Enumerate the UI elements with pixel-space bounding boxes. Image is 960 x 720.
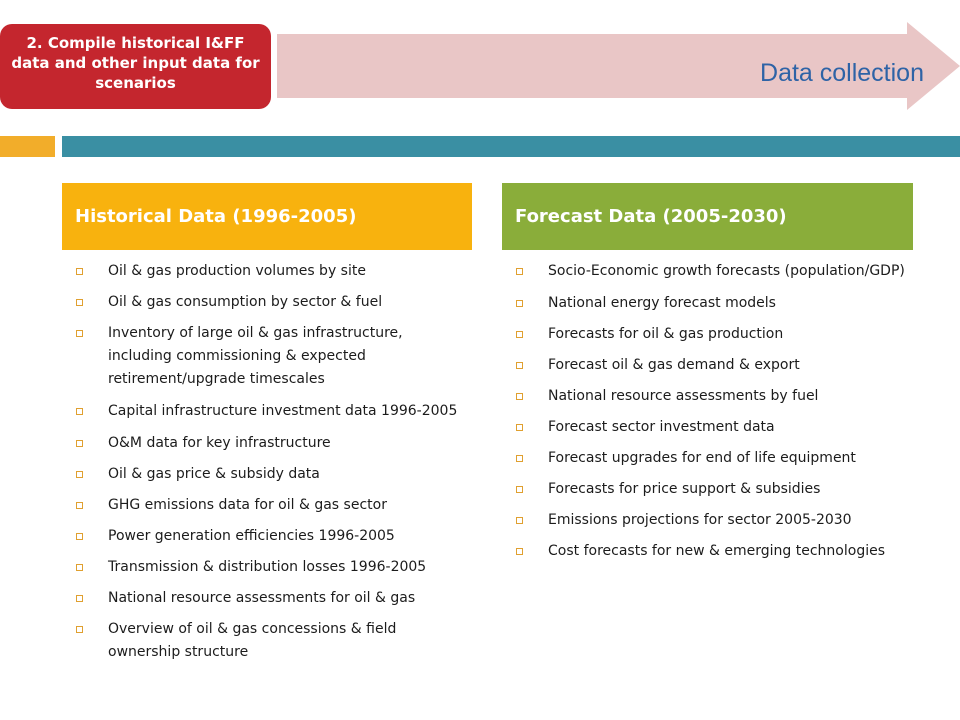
list-item: Forecast oil & gas demand & export [512, 354, 922, 377]
step-label-box [0, 24, 271, 109]
divider-bar-left [0, 136, 55, 157]
list-item: GHG emissions data for oil & gas sector [72, 494, 462, 517]
list-item: National resource assessments by fuel [512, 385, 922, 408]
list-item: Forecasts for oil & gas production [512, 323, 922, 346]
list-item: Oil & gas price & subsidy data [72, 463, 462, 486]
square-bullet-icon [76, 595, 83, 602]
square-bullet-icon [76, 408, 83, 415]
square-bullet-icon [76, 440, 83, 447]
square-bullet-icon [516, 393, 523, 400]
forecast-header: Forecast Data (2005-2030) [502, 183, 913, 250]
square-bullet-icon [516, 331, 523, 338]
list-item: Forecast sector investment data [512, 416, 922, 439]
square-bullet-icon [76, 299, 83, 306]
square-bullet-icon [76, 502, 83, 509]
list-item: Oil & gas production volumes by site [72, 260, 462, 283]
square-bullet-icon [516, 268, 523, 275]
divider-bar-right [62, 136, 960, 157]
square-bullet-icon [516, 486, 523, 493]
list-item: Inventory of large oil & gas infrastructure, including commissioning & expected retirement/upgrade timescales [72, 322, 462, 391]
square-bullet-icon [516, 455, 523, 462]
list-item: Emissions projections for sector 2005-2030 [512, 509, 922, 532]
historical-header: Historical Data (1996-2005) [62, 183, 472, 250]
square-bullet-icon [516, 424, 523, 431]
historical-list [72, 260, 462, 664]
forecast-list [512, 260, 922, 563]
list-item: Power generation efficiencies 1996-2005 [72, 525, 462, 548]
list-item: Overview of oil & gas concessions & field ownership structure [72, 618, 462, 664]
square-bullet-icon [516, 362, 523, 369]
step-label: 2. Compile historical I&FF data and other input data for scenarios [11, 34, 260, 92]
list-item: Cost forecasts for new & emerging technologies [512, 540, 922, 563]
list-item: National resource assessments for oil & gas [72, 587, 462, 610]
square-bullet-icon [76, 471, 83, 478]
list-item: Transmission & distribution losses 1996-2005 [72, 556, 462, 579]
square-bullet-icon [76, 330, 83, 337]
list-item: Oil & gas consumption by sector & fuel [72, 291, 462, 314]
square-bullet-icon [516, 548, 523, 555]
square-bullet-icon [516, 517, 523, 524]
list-item: Capital infrastructure investment data 1996-2005 [72, 400, 462, 423]
square-bullet-icon [516, 300, 523, 307]
square-bullet-icon [76, 564, 83, 571]
square-bullet-icon [76, 268, 83, 275]
list-item: Forecast upgrades for end of life equipment [512, 447, 922, 470]
list-item: O&M data for key infrastructure [72, 432, 462, 455]
page-title: Data collection [760, 59, 924, 87]
list-item: Socio-Economic growth forecasts (population/GDP) [512, 260, 922, 283]
square-bullet-icon [76, 626, 83, 633]
list-item: Forecasts for price support & subsidies [512, 478, 922, 501]
square-bullet-icon [76, 533, 83, 540]
list-item: National energy forecast models [512, 292, 922, 315]
